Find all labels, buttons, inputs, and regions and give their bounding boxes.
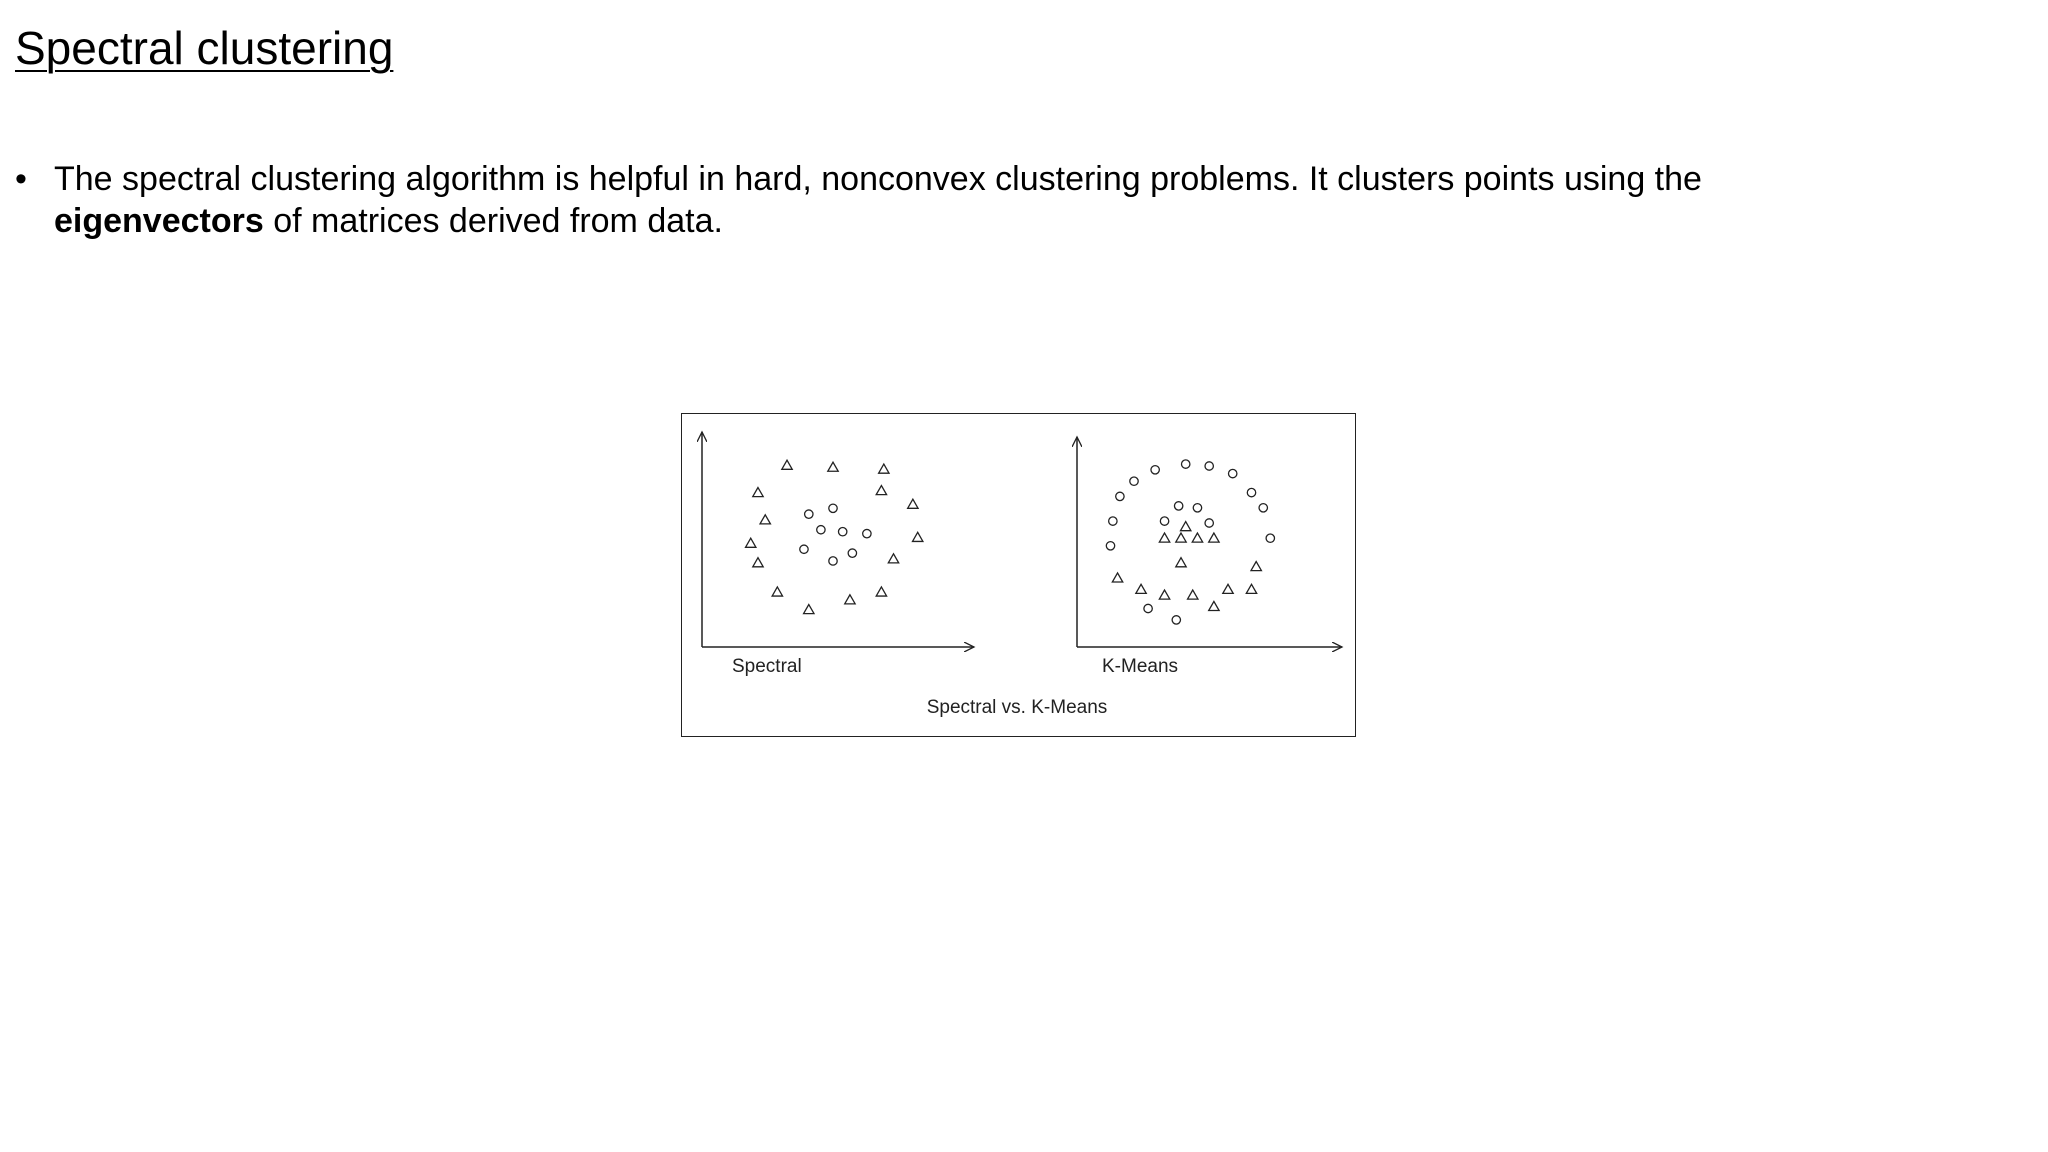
- kmeans-circle-point: [1174, 502, 1182, 510]
- kmeans-circle-point: [1247, 488, 1255, 496]
- bullet-text-bold: eigenvectors: [54, 202, 264, 240]
- bullet-text-part2: of matrices derived from data.: [263, 202, 723, 240]
- kmeans-panel-label: K-Means: [1102, 656, 1179, 677]
- kmeans-triangle-point: [1251, 562, 1261, 571]
- kmeans-circle-point: [1116, 492, 1124, 500]
- kmeans-circle-point: [1259, 504, 1267, 512]
- figure-canvas: [682, 414, 1354, 735]
- spectral-circle-point: [848, 549, 856, 557]
- kmeans-triangle-point: [1176, 558, 1186, 567]
- kmeans-circle-point: [1229, 469, 1237, 477]
- kmeans-triangle-point: [1159, 590, 1169, 599]
- figure-caption: Spectral vs. K-Means: [926, 697, 1108, 718]
- spectral-triangle-point: [772, 587, 782, 596]
- kmeans-circle-point: [1109, 517, 1117, 525]
- spectral-triangle-point: [753, 558, 763, 567]
- spectral-triangle-point: [804, 605, 814, 614]
- spectral-triangle-point: [879, 464, 889, 473]
- spectral-triangle-point: [913, 532, 923, 541]
- spectral-triangle-point: [760, 515, 770, 524]
- spectral-panel: [702, 432, 974, 677]
- kmeans-circle-point: [1151, 466, 1159, 474]
- bullet-item: [15, 158, 1735, 242]
- kmeans-panel: [1077, 437, 1342, 677]
- kmeans-circle-point: [1172, 616, 1180, 624]
- comparison-figure: [681, 413, 1356, 737]
- spectral-circle-point: [817, 526, 825, 534]
- spectral-triangle-point: [782, 460, 792, 469]
- kmeans-circle-point: [1182, 460, 1190, 468]
- spectral-triangle-point: [828, 462, 838, 471]
- spectral-triangle-point: [746, 538, 756, 547]
- kmeans-circle-point: [1160, 517, 1168, 525]
- spectral-circle-point: [829, 557, 837, 565]
- kmeans-triangle-point: [1192, 533, 1202, 542]
- kmeans-circle-point: [1130, 477, 1138, 485]
- spectral-triangle-point: [753, 488, 763, 497]
- spectral-triangle-point: [845, 595, 855, 604]
- kmeans-triangle-point: [1136, 584, 1146, 593]
- kmeans-triangle-point: [1209, 601, 1219, 610]
- spectral-circle-point: [863, 529, 871, 537]
- bullet-dot: •: [15, 160, 27, 198]
- kmeans-triangle-point: [1209, 533, 1219, 542]
- kmeans-triangle-point: [1112, 573, 1122, 582]
- kmeans-circle-point: [1205, 462, 1213, 470]
- kmeans-circle-point: [1266, 534, 1274, 542]
- kmeans-circle-point: [1205, 519, 1213, 527]
- kmeans-triangle-point: [1223, 584, 1233, 593]
- kmeans-circle-point: [1144, 604, 1152, 612]
- spectral-circle-point: [800, 545, 808, 553]
- kmeans-triangle-point: [1181, 522, 1191, 531]
- spectral-circle-point: [829, 504, 837, 512]
- kmeans-triangle-point: [1176, 533, 1186, 542]
- spectral-circle-point: [838, 528, 846, 536]
- spectral-triangle-point: [908, 499, 918, 508]
- kmeans-circle-point: [1106, 542, 1114, 550]
- kmeans-triangle-point: [1159, 533, 1169, 542]
- kmeans-triangle-point: [1188, 590, 1198, 599]
- bullet-text: [54, 158, 1735, 242]
- spectral-triangle-point: [888, 554, 898, 563]
- bullet-text-part1: The spectral clustering algorithm is helpful in hard, nonconvex clustering problems. It clusters points using the: [54, 160, 1702, 198]
- spectral-panel-label: Spectral: [732, 656, 802, 677]
- kmeans-circle-point: [1193, 504, 1201, 512]
- kmeans-triangle-point: [1246, 584, 1256, 593]
- slide-title: Spectral clustering: [15, 22, 394, 74]
- spectral-circle-point: [805, 510, 813, 518]
- spectral-triangle-point: [876, 587, 886, 596]
- spectral-triangle-point: [876, 486, 886, 495]
